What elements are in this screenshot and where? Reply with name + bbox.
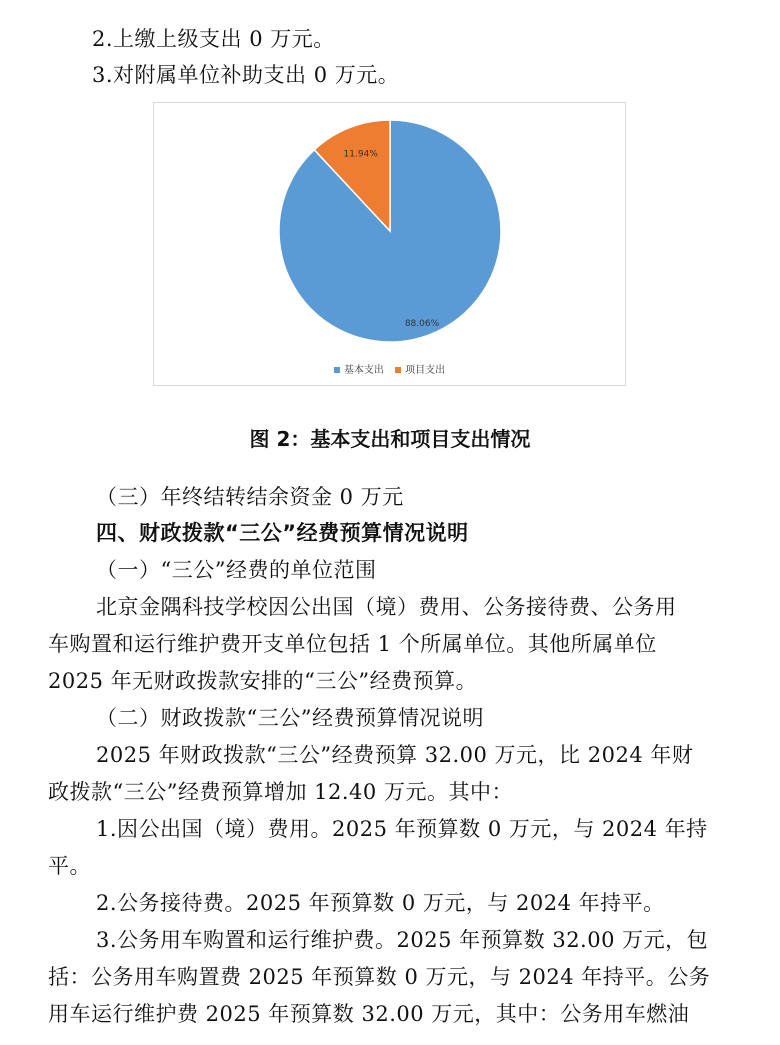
subsection-heading: （一）“三公”经费的单位范围 [96, 558, 377, 582]
section-heading: 四、财政拨款“三公”经费预算情况说明 [96, 521, 469, 545]
legend-swatch [334, 367, 340, 373]
paragraph-line: 2025 年无财政拨款安排的“三公”经费预算。 [48, 669, 478, 693]
paragraph-line: 1.因公出国（境）费用。2025 年预算数 0 万元，与 2024 年持 [96, 817, 708, 841]
paragraph-line: 政拨款“三公”经费预算增加 12.40 万元。其中： [48, 780, 513, 804]
subsection-heading: （二）财政拨款“三公”经费预算情况说明 [96, 706, 484, 730]
paragraph-line: 3.公务用车购置和运行维护费。2025 年预算数 32.00 万元，包 [96, 928, 709, 952]
paragraph-line: 2025 年财政拨款“三公”经费预算 32.00 万元，比 2024 年财 [96, 743, 694, 767]
pie-data-label: 88.06% [404, 319, 440, 329]
paragraph-line: 2.公务接待费。2025 年预算数 0 万元，与 2024 年持平。 [96, 891, 665, 915]
pie-chart-canvas [154, 103, 625, 385]
paragraph-line: 括：公务用车购置费 2025 年预算数 0 万元，与 2024 年持平。公务 [48, 965, 711, 989]
text-line: 2.上缴上级支出 0 万元。 [92, 27, 335, 51]
legend-swatch [395, 367, 401, 373]
legend-label: 基本支出 [343, 365, 384, 376]
section-heading: （三）年终结转结余资金 0 万元 [96, 485, 404, 509]
legend-item [334, 361, 384, 376]
paragraph-line: 车购置和运行维护费开支单位包括 1 个所属单位。其他所属单位 [48, 632, 657, 656]
paragraph-line: 用车运行维护费 2025 年预算数 32.00 万元，其中：公务用车燃油 [48, 1002, 690, 1026]
text-line: 3.对附属单位补助支出 0 万元。 [92, 63, 400, 87]
paragraph-line: 平。 [48, 854, 91, 878]
legend-item [395, 361, 445, 376]
figure-caption: 图 2：基本支出和项目支出情况 [249, 427, 531, 451]
pie-data-label: 11.94% [343, 149, 378, 160]
paragraph-line: 北京金隅科技学校因公出国（境）费用、公务接待费、公务用 [96, 595, 677, 619]
pie-chart [153, 102, 626, 386]
legend-label: 项目支出 [405, 365, 446, 376]
chart-legend [154, 361, 625, 376]
